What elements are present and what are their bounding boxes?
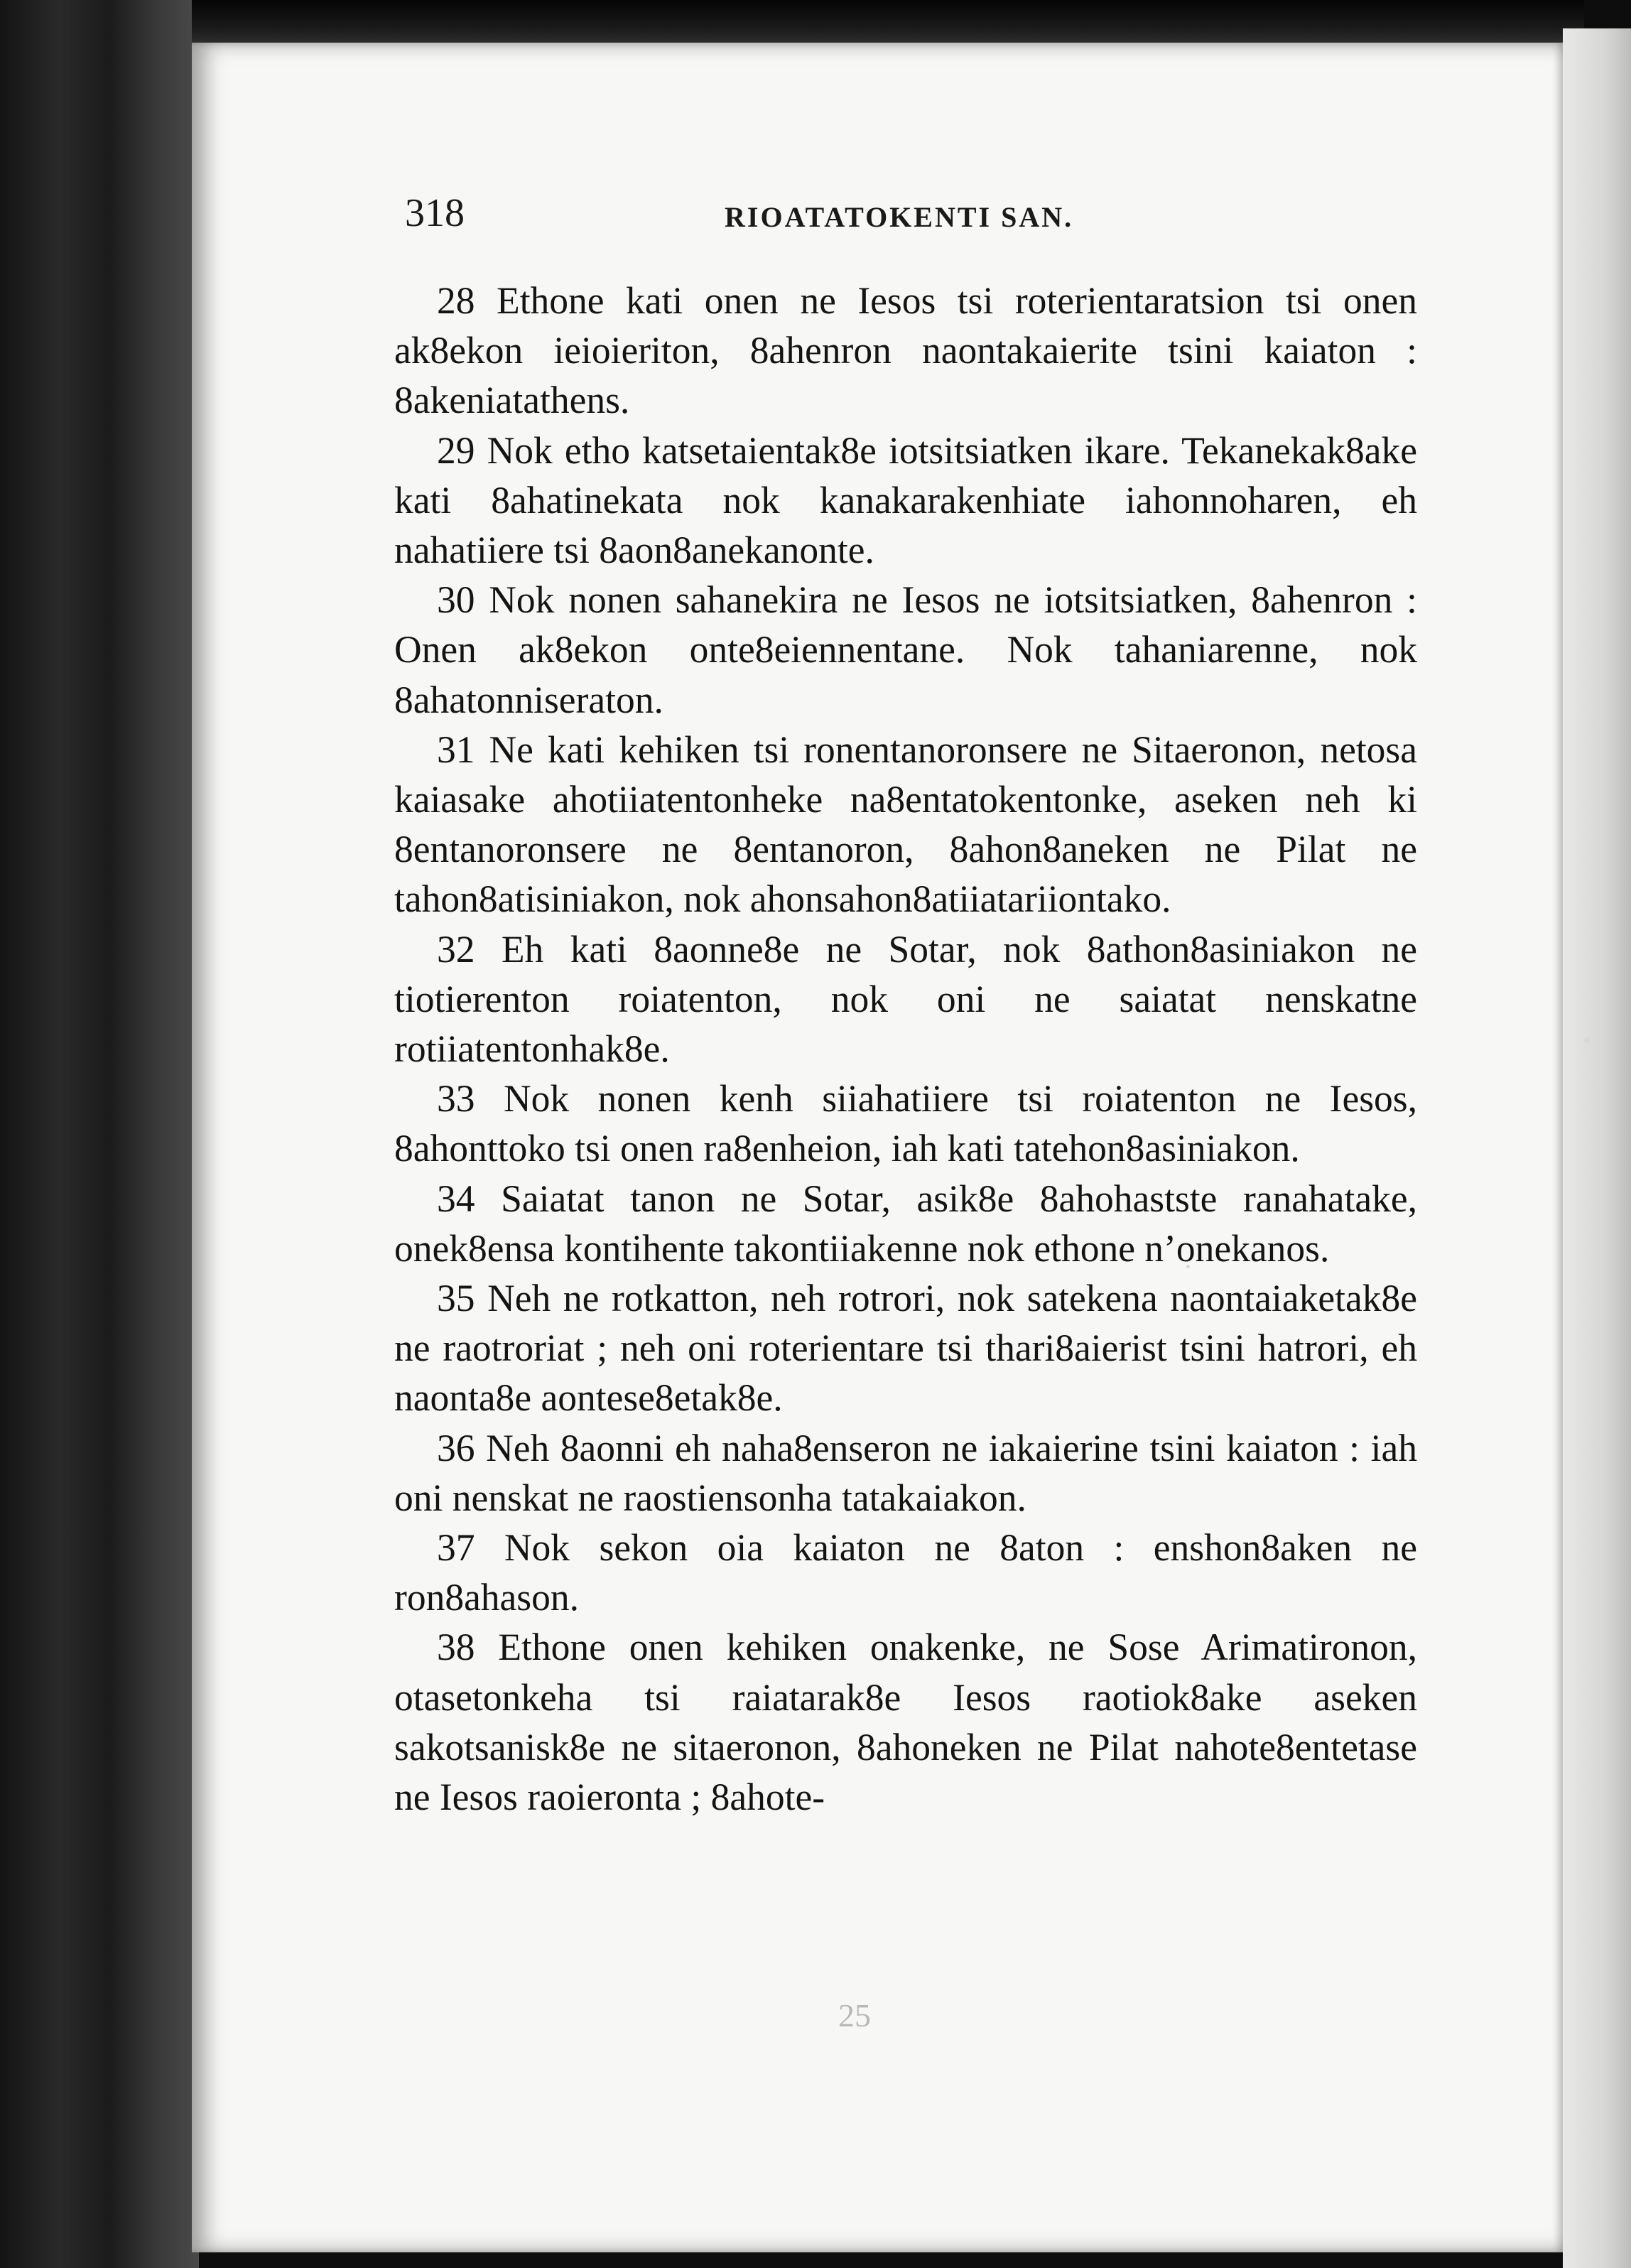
verse-text-block [394,276,1417,1822]
verse-34: 34 Saiatat tanon ne Sotar, asik8e 8ahohastste ranahatake, onek8ensa kontihente takontiiakenne nok ethone n’onekanos. [394,1177,1417,1270]
scan-top-edge [192,0,1584,44]
running-head [405,190,1414,247]
next-page-edge [1563,28,1631,2268]
page-number: 318 [405,191,465,235]
verse-31: 31 Ne kati kehiken tsi ronentanoronsere ne Sitaeronon, netosa kaiasake ahotiiatentonheke na8entatokentonke, aseken neh ki 8entanoronsere ne 8entanoron, 8ahon8aneken ne Pilat ne tahon8atisiniakon, nok ahonsahon8atiiatariiontako. [394,728,1417,921]
verse-37: 37 Nok sekon oia kaiaton ne 8aton : enshon8aken ne ron8ahason. [394,1526,1417,1619]
verse-35: 35 Neh ne rotkatton, neh rotrori, nok satekena naontaiaketak8e ne raotroriat ; neh oni roterientare tsi thari8aierist tsini hatrori, eh naonta8e aontese8etak8e. [394,1277,1417,1420]
verse-30: 30 Nok nonen sahanekira ne Iesos ne iotsitsiatken, 8ahenron : Onen ak8ekon onte8eiennentane. Nok tahaniarenne, nok 8ahatonniseraton. [394,578,1417,721]
running-title: RIOATATOKENTI SAN. [725,201,1074,233]
faint-signature-number: 25 [838,1997,871,2034]
verse-38: 38 Ethone onen kehiken onakenke, ne Sose Arimatironon, otasetonkeha tsi raiatarak8e Iesos raotiok8ake aseken sakotsanisk8e ne sitaeronon, 8ahoneken ne Pilat nahote8entetase ne Iesos raoieronta ; 8ahote- [394,1626,1417,1819]
verse-33: 33 Nok nonen kenh siiahatiiere tsi roiatenton ne Iesos, 8ahonttoko tsi onen ra8enheion, iah kati tatehon8asiniakon. [394,1077,1417,1170]
book-binding-edge [0,0,199,2268]
verse-28: 28 Ethone kati onen ne Iesos tsi roterientaratsion tsi onen ak8ekon ieioieriton, 8ahenron naontakaierite tsini kaiaton : 8akeniatathens. [394,279,1417,422]
verse-32: 32 Eh kati 8aonne8e ne Sotar, nok 8athon8asiniakon ne tiotierenton roiatenton, nok oni ne saiatat nenskatne rotiiatentonhak8e. [394,927,1417,1071]
verse-29: 29 Nok etho katsetaientak8e iotsitsiatken ikare. Tekanekak8ake kati 8ahatinekata nok kanakarakenhiate iahonnoharen, eh nahatiiere tsi 8aon8anekanonte. [394,428,1417,572]
verse-36: 36 Neh 8aonni eh naha8enseron ne iakaierine tsini kaiaton : iah oni nenskat ne raostiensonha tatakaiakon. [394,1426,1417,1519]
print-speck [1584,1037,1590,1043]
